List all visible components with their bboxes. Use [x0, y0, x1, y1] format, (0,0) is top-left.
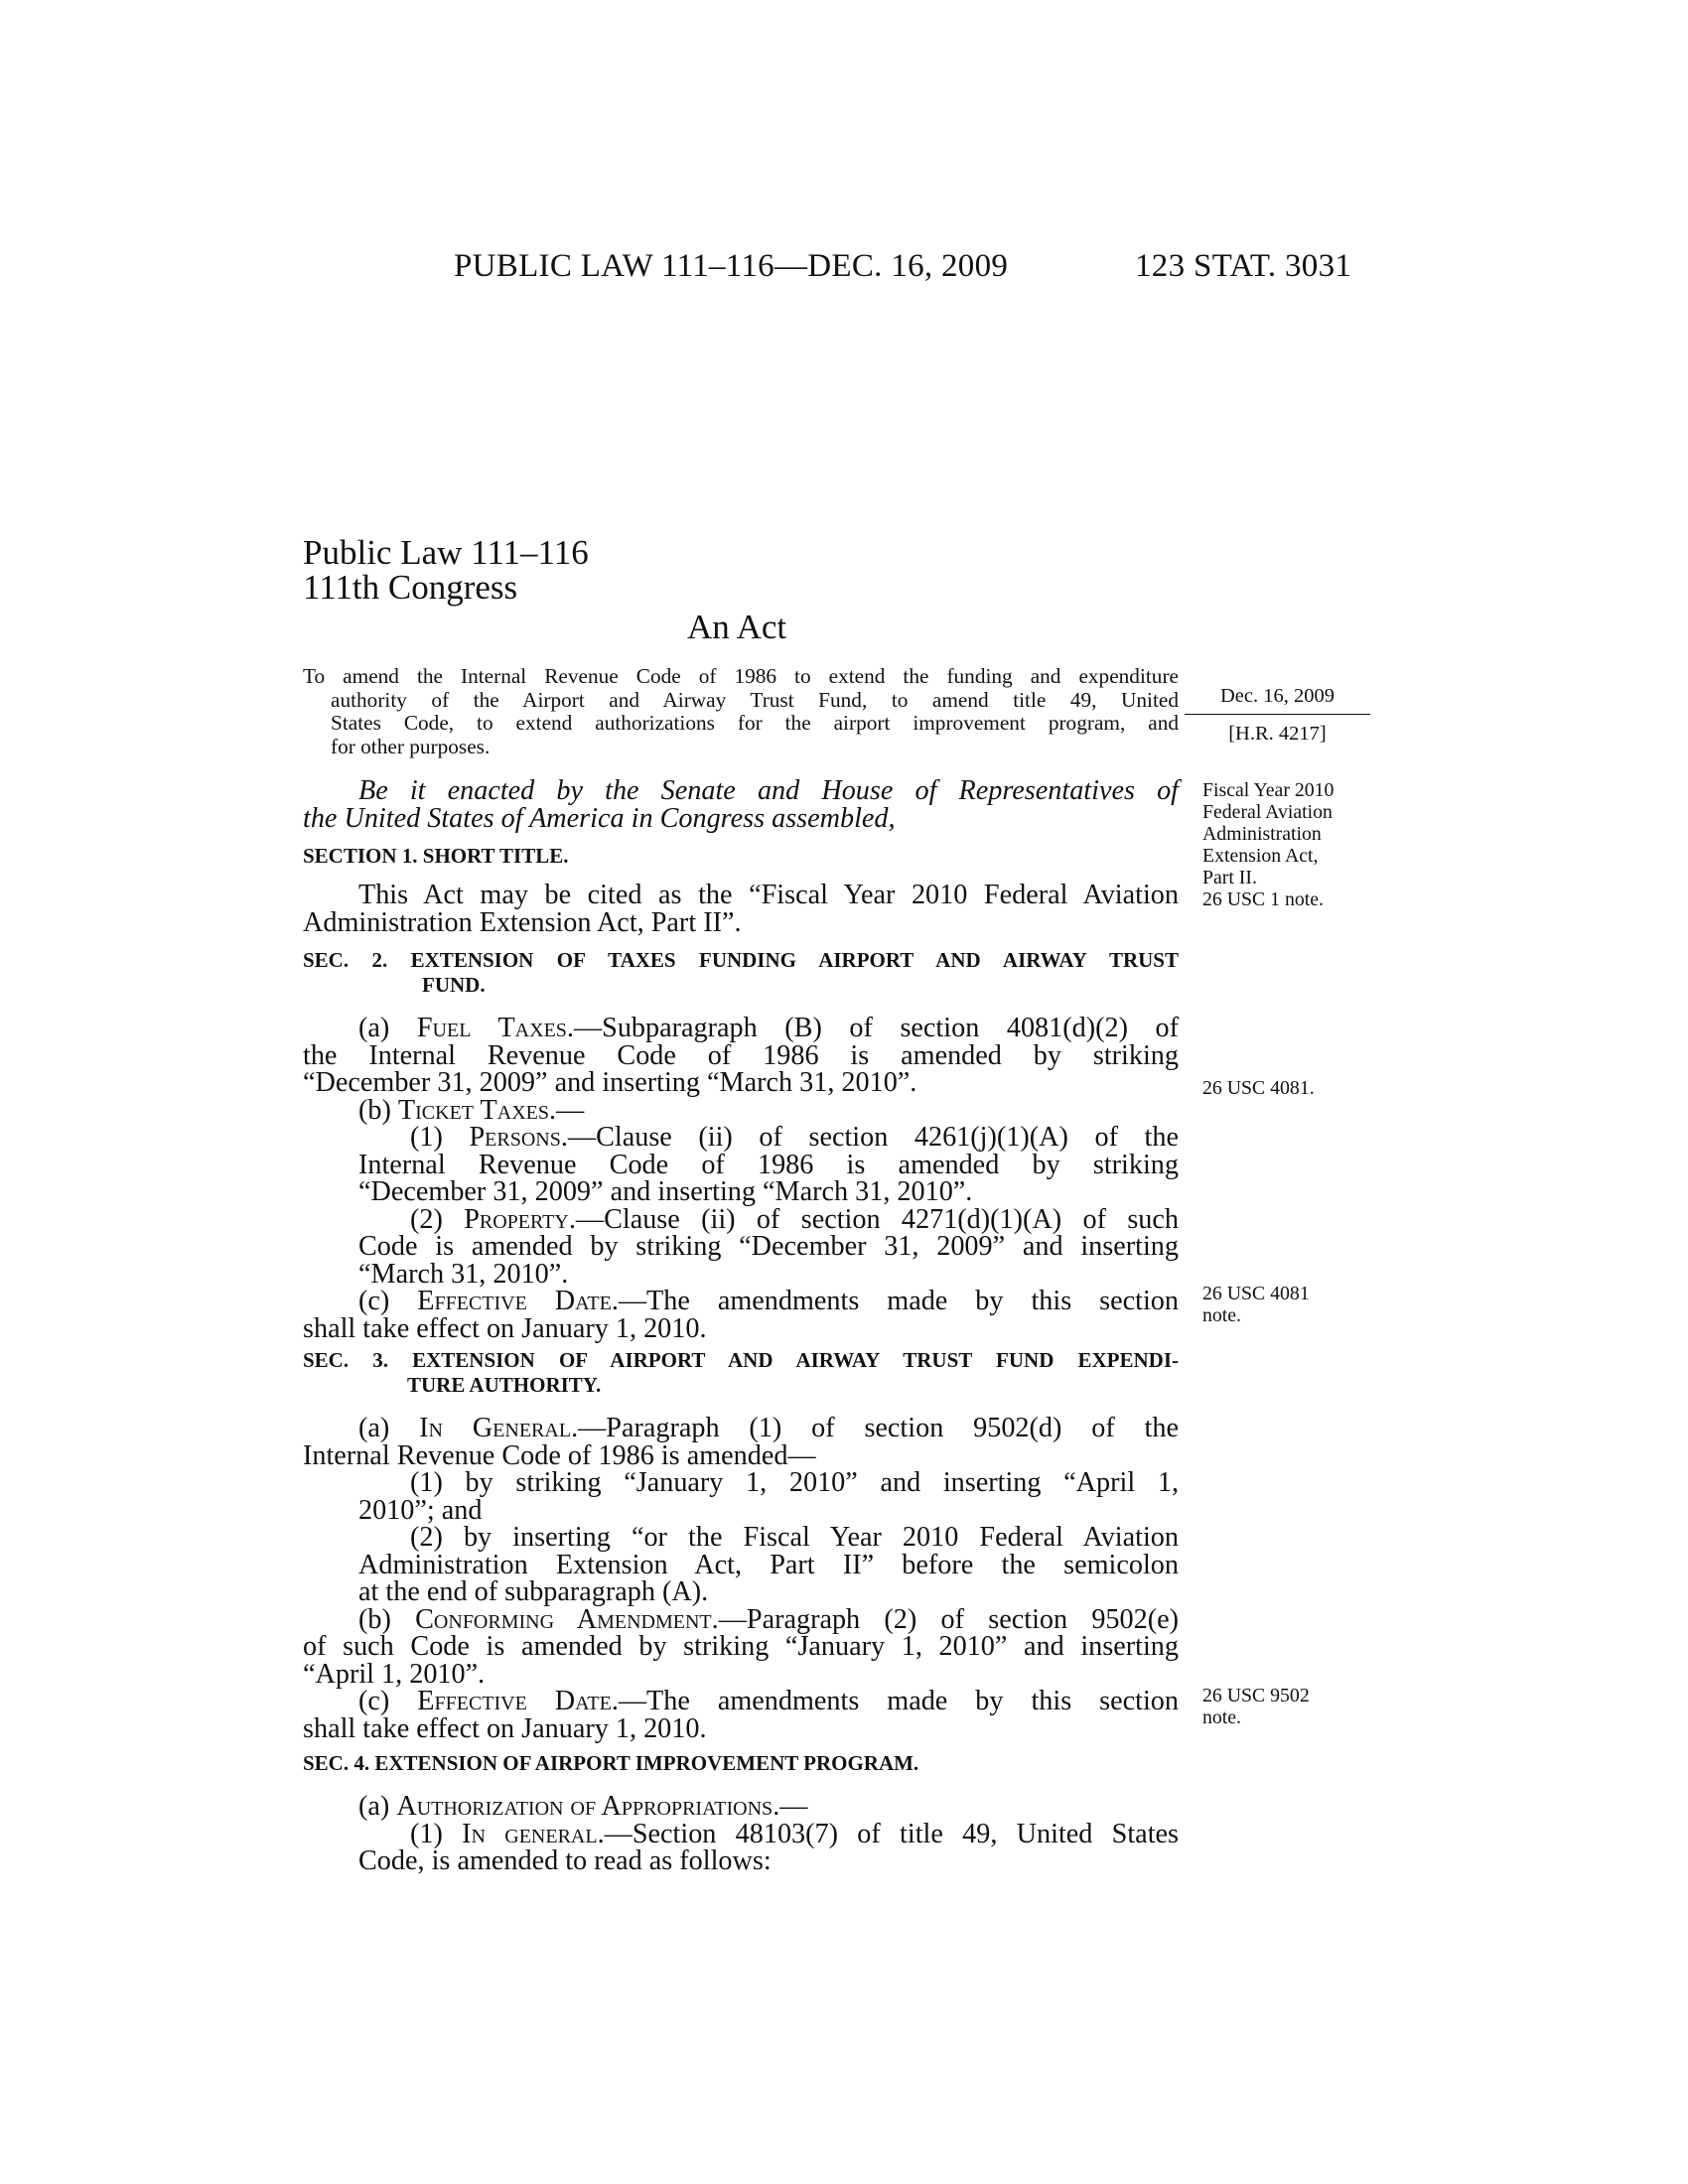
section-heading: SEC. 4. EXTENSION OF AIRPORT IMPROVEMENT PROGRAM. [303, 1751, 919, 1775]
margin-note-line: Administration [1202, 823, 1322, 845]
section-heading-continued: TURE AUTHORITY. [407, 1373, 602, 1397]
act-heading: An Act [687, 608, 787, 646]
enum: (c) [358, 1286, 418, 1316]
enum: (b) [358, 1603, 416, 1635]
caption: Authorization of Appropriations [396, 1791, 774, 1822]
running-header-left: PUBLIC LAW 111–116—DEC. 16, 2009 [454, 248, 1009, 284]
section-text-line: Administration Extension Act, Part II”. [303, 906, 742, 938]
paragraph-a2: (2) by inserting “or the Fiscal Year 2010 Federal Aviation [410, 1522, 1179, 1553]
usc-9502-note-margin-note [1202, 1685, 1310, 1728]
enum: (c) [358, 1686, 418, 1716]
text: .— [773, 1791, 808, 1822]
usc-4081-note-margin-note [1202, 1283, 1310, 1326]
caption: Ticket Taxes [397, 1094, 549, 1126]
text: .— [549, 1094, 585, 1126]
text-line: 2010”; and [358, 1494, 483, 1526]
date-divider [1185, 714, 1370, 715]
section-text-line: This Act may be cited as the “Fiscal Year 2010 Federal Aviation [358, 880, 1179, 910]
enum: (b) [358, 1094, 398, 1126]
bill-number: [H.R. 4217] [1228, 723, 1327, 745]
enum: (a) [358, 1013, 417, 1043]
caption: In General [419, 1413, 572, 1443]
subsection-a [303, 1415, 1179, 1442]
short-title-margin-note [1202, 779, 1334, 910]
enum: (a) [358, 1791, 397, 1822]
text: .—Subparagraph (B) of section 4081(d)(2) of [566, 1013, 1179, 1043]
text-line: the Internal Revenue Code of 1986 is amended by striking [303, 1039, 1179, 1071]
caption: Effective Date [417, 1686, 612, 1716]
section-3 [303, 1348, 1179, 1742]
enum: (1) [410, 1122, 470, 1153]
text-line: Code is amended by striking “December 31, 2009” and inserting [358, 1231, 1179, 1262]
paragraph-a1 [303, 1818, 1179, 1849]
text-line: shall take effect on January 1, 2010. [303, 1712, 707, 1744]
section-heading: SECTION 1. SHORT TITLE. [303, 844, 569, 868]
enacting-line: Be it enacted by the Senate and House of Representatives of [358, 775, 1179, 806]
text-line: “December 31, 2009” and inserting “March 31, 2010”. [303, 1067, 917, 1098]
enacting-line: the United States of America in Congress assembled, [303, 802, 896, 834]
caption: Effective Date [417, 1286, 612, 1316]
purpose-line: States Code, to extend authorizations for the airport improvement program, and [331, 711, 1179, 736]
section-1 [303, 844, 1179, 936]
section-heading: SEC. 3. EXTENSION OF AIRPORT AND AIRWAY TRUST FUND EXPENDI- [303, 1348, 1179, 1372]
text-line: Internal Revenue Code of 1986 is amended— [303, 1439, 816, 1471]
text-line: at the end of subparagraph (A). [358, 1576, 709, 1607]
section-2 [303, 948, 1179, 1342]
margin-note-line: 26 USC 1 note. [1202, 888, 1324, 910]
text: .—Section 48103(7) of title 49, United States [597, 1818, 1179, 1849]
text: .—Clause (ii) of section 4271(d)(1)(A) of such [568, 1203, 1179, 1235]
subsection-c [303, 1288, 1179, 1315]
enacting-clause [303, 777, 1179, 832]
subsection-a [303, 1793, 1179, 1821]
text-line: “December 31, 2009” and inserting “March 31, 2010”. [358, 1176, 973, 1207]
paragraph-b2 [303, 1203, 1179, 1235]
section-4 [303, 1751, 1179, 1875]
margin-note-line: Part II. [1202, 867, 1257, 888]
public-law-number: Public Law 111–116 [303, 533, 589, 572]
caption: Conforming Amendment [415, 1603, 712, 1635]
paragraph-b1 [303, 1124, 1179, 1152]
caption: Fuel Taxes [416, 1013, 567, 1043]
act-purpose [303, 665, 1179, 758]
margin-note-line: Fiscal Year 2010 [1202, 779, 1335, 801]
caption: Property [464, 1203, 569, 1235]
text: .—The amendments made by this section [611, 1286, 1179, 1316]
subsection-b [303, 1094, 1179, 1126]
running-header-page: 123 STAT. 3031 [1135, 248, 1352, 284]
text-line: Internal Revenue Code of 1986 is amended by striking [358, 1149, 1179, 1180]
margin-note-line: Extension Act, [1202, 845, 1319, 867]
text-line: “April 1, 2010”. [303, 1658, 486, 1690]
approval-date: Dec. 16, 2009 [1219, 685, 1335, 707]
paragraph-a1: (1) by striking “January 1, 2010” and inserting “April 1, [410, 1467, 1179, 1498]
usc-4081-margin-note: 26 USC 4081. [1202, 1077, 1315, 1099]
text-line: shall take effect on January 1, 2010. [303, 1312, 707, 1344]
margin-note-line: 26 USC 9502 [1202, 1685, 1310, 1706]
text: .—Paragraph (1) of section 9502(d) of the [571, 1413, 1179, 1443]
section-heading-continued: FUND. [422, 973, 486, 997]
enum: (1) [410, 1818, 463, 1849]
enum: (2) [410, 1203, 465, 1235]
purpose-line: To amend the Internal Revenue Code of 1986 to extend the funding and expenditure [303, 664, 1179, 688]
margin-note-line: note. [1202, 1304, 1242, 1326]
margin-note-line: 26 USC 4081 [1202, 1283, 1310, 1304]
margin-note-line: note. [1202, 1706, 1242, 1728]
approval-date-box [1185, 685, 1370, 746]
section-heading: SEC. 2. EXTENSION OF TAXES FUNDING AIRPORT AND AIRWAY TRUST [303, 948, 1179, 972]
enum: (a) [358, 1413, 420, 1443]
text-line: Administration Extension Act, Part II” before the semicolon [358, 1549, 1179, 1580]
subsection-c [303, 1688, 1179, 1715]
text-line: of such Code is amended by striking “January 1, 2010” and inserting [303, 1631, 1179, 1662]
purpose-line: authority of the Airport and Airway Trust Fund, to amend title 49, United [331, 687, 1179, 712]
purpose-line: for other purposes. [331, 734, 491, 758]
subsection-b [303, 1603, 1179, 1635]
text: .—Clause (ii) of section 4261(j)(1)(A) of the [560, 1122, 1179, 1153]
margin-note-line: Federal Aviation [1202, 801, 1333, 823]
text-line: Code, is amended to read as follows: [358, 1845, 772, 1876]
congress-number: 111th Congress [303, 568, 518, 607]
caption: Persons [469, 1122, 561, 1153]
caption: In general [462, 1818, 598, 1849]
text: .—The amendments made by this section [611, 1686, 1179, 1716]
text: .—Paragraph (2) of section 9502(e) [711, 1603, 1179, 1635]
text-line: “March 31, 2010”. [358, 1258, 569, 1290]
subsection-a [303, 1015, 1179, 1042]
